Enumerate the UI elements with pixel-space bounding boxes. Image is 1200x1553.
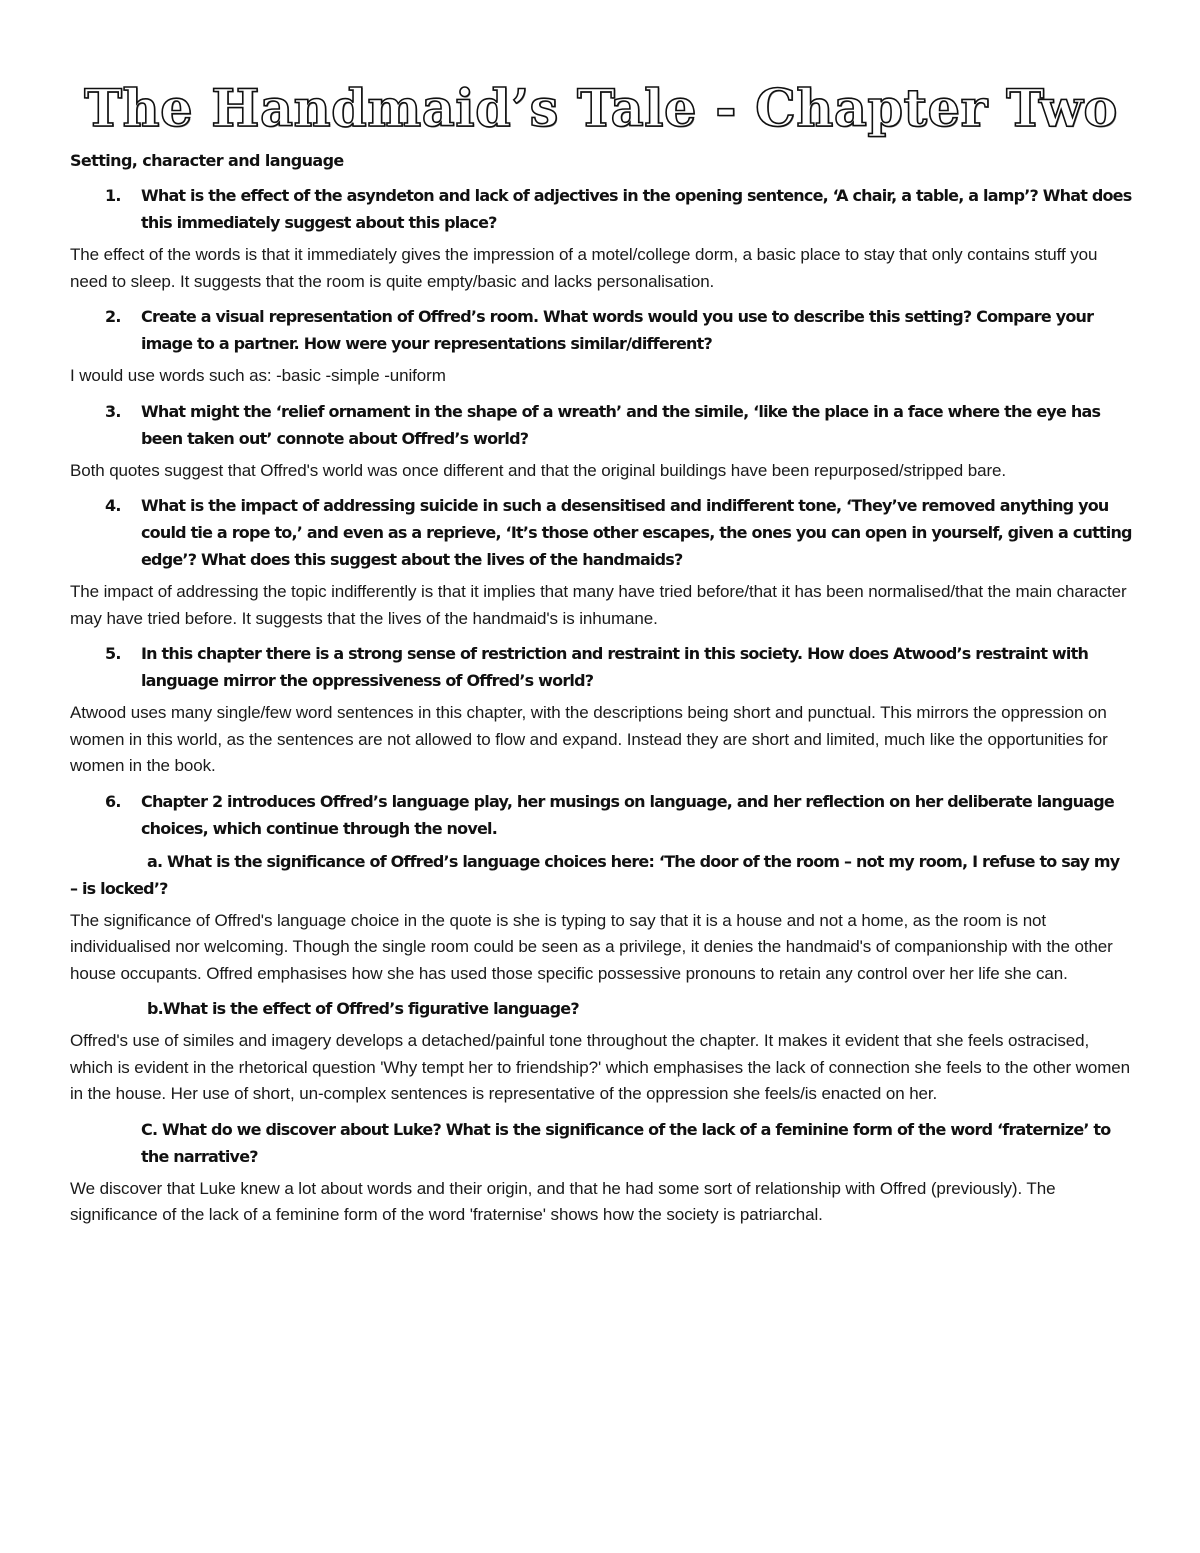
question-number: 1. (105, 186, 121, 205)
question-number: 6. (105, 791, 121, 811)
page-title: The Handmaid’s Tale - Chapter Two (84, 79, 1118, 139)
section-heading: Setting, character and language (70, 151, 344, 170)
question-text: Create a visual representation of Offred’s room. What words would you use to describe this setting? Compare your image to a partner. How were your representations similar/different? (141, 307, 1094, 353)
question-4 (70, 492, 1132, 573)
question-text: What might the ‘relief ornament in the shape of a wreath’ and the simile, ‘like the place in a face where the eye has been taken out’ connote about Offred’s world? (141, 401, 1101, 448)
question-1 (70, 182, 1132, 236)
answer-3: Both quotes suggest that Offred's world was once different and that the original buildings have been repurposed/stripped bare. (70, 460, 1007, 480)
answer-6a: The significance of Offred's language choice in the quote is she is typing to say that it is a house and not a home, as the room is not individualised nor welcoming. Though the single room could be seen as a privilege, it denies the handmaid's of companionship with the other house occupants. Offred emphasises how she has used those specific possessive pronouns to retain any control over her life she can. (70, 910, 1113, 983)
question-5 (70, 640, 1132, 694)
question-number: 4. (105, 496, 121, 515)
question-text: In this chapter there is a strong sense of restriction and restraint in this society. How does Atwood’s restraint with language mirror the oppressiveness of Offred’s world? (141, 644, 1089, 690)
question-text: What is the impact of addressing suicide in such a desensitised and indifferent tone, ‘They’ve removed anything you could tie a rope to,’ and even as a reprieve, ‘It’s those other escapes, the ones you can open in yourself, given a cutting edge’? What does this suggest about the lives of the handmaids? (141, 496, 1132, 569)
question-text: Chapter 2 introduces Offred’s language play, her musings on language, and her reflection on her deliberate language choices, which continue through the novel. (141, 791, 1114, 838)
question-6 (70, 788, 1132, 842)
question-number: 2. (105, 307, 121, 326)
question-number: 5. (105, 644, 121, 663)
answer-4: The impact of addressing the topic indifferently is that it implies that many have tried before/that it has been normalised/that the main character may have tried before. It suggests that the lives of the handmaid's is inhumane. (70, 582, 1127, 628)
answer-1: The effect of the words is that it immediately gives the impression of a motel/college dorm, a basic place to stay that only contains stuff you need to sleep. It suggests that the room is quite empty/basic and lacks personalisation. (70, 245, 1098, 291)
answer-2: I would use words such as: -basic -simple -uniform (70, 366, 446, 385)
sub-question-a: a. What is the significance of Offred’s language choices here: ‘The door of the room – not my room, I refuse to say my – is locked’? (70, 851, 1120, 898)
answer-6b: Offred's use of similes and imagery develops a detached/painful tone throughout the chapter. It makes it evident that she feels ostracised, which is evident in the rhetorical question 'Why tempt her to friendship?' which emphasises the lack of connection she feels to the other women in the house. Her use of short, un-complex sentences is representative of the oppression she feels/is enacted on her. (70, 1031, 1130, 1103)
question-3 (70, 398, 1132, 452)
answer-5: Atwood uses many single/few word sentences in this chapter, with the descriptions being short and punctual. This mirrors the oppression on women in this world, as the sentences are not allowed to flow and expand. Instead they are short and limited, much like the opportunities for women in the book. (70, 703, 1108, 775)
worksheet-page (70, 78, 1132, 1237)
question-text: What is the effect of the asyndeton and lack of adjectives in the opening sentence, ‘A chair, a table, a lamp’? What does this immediately suggest about this place? (141, 186, 1132, 232)
question-number: 3. (105, 401, 121, 421)
sub-question-c: C. What do we discover about Luke? What is the significance of the lack of a feminine form of the word ‘fraternize’ to the narrative? (141, 1119, 1111, 1166)
question-2 (70, 303, 1132, 357)
sub-question-b: b.What is the effect of Offred’s figurative language? (147, 999, 579, 1018)
answer-6c: We discover that Luke knew a lot about words and their origin, and that he had some sort of relationship with Offred (previously). The significance of the lack of a feminine form of the word 'fraternise' shows how the society is patriarchal. (70, 1178, 1056, 1224)
